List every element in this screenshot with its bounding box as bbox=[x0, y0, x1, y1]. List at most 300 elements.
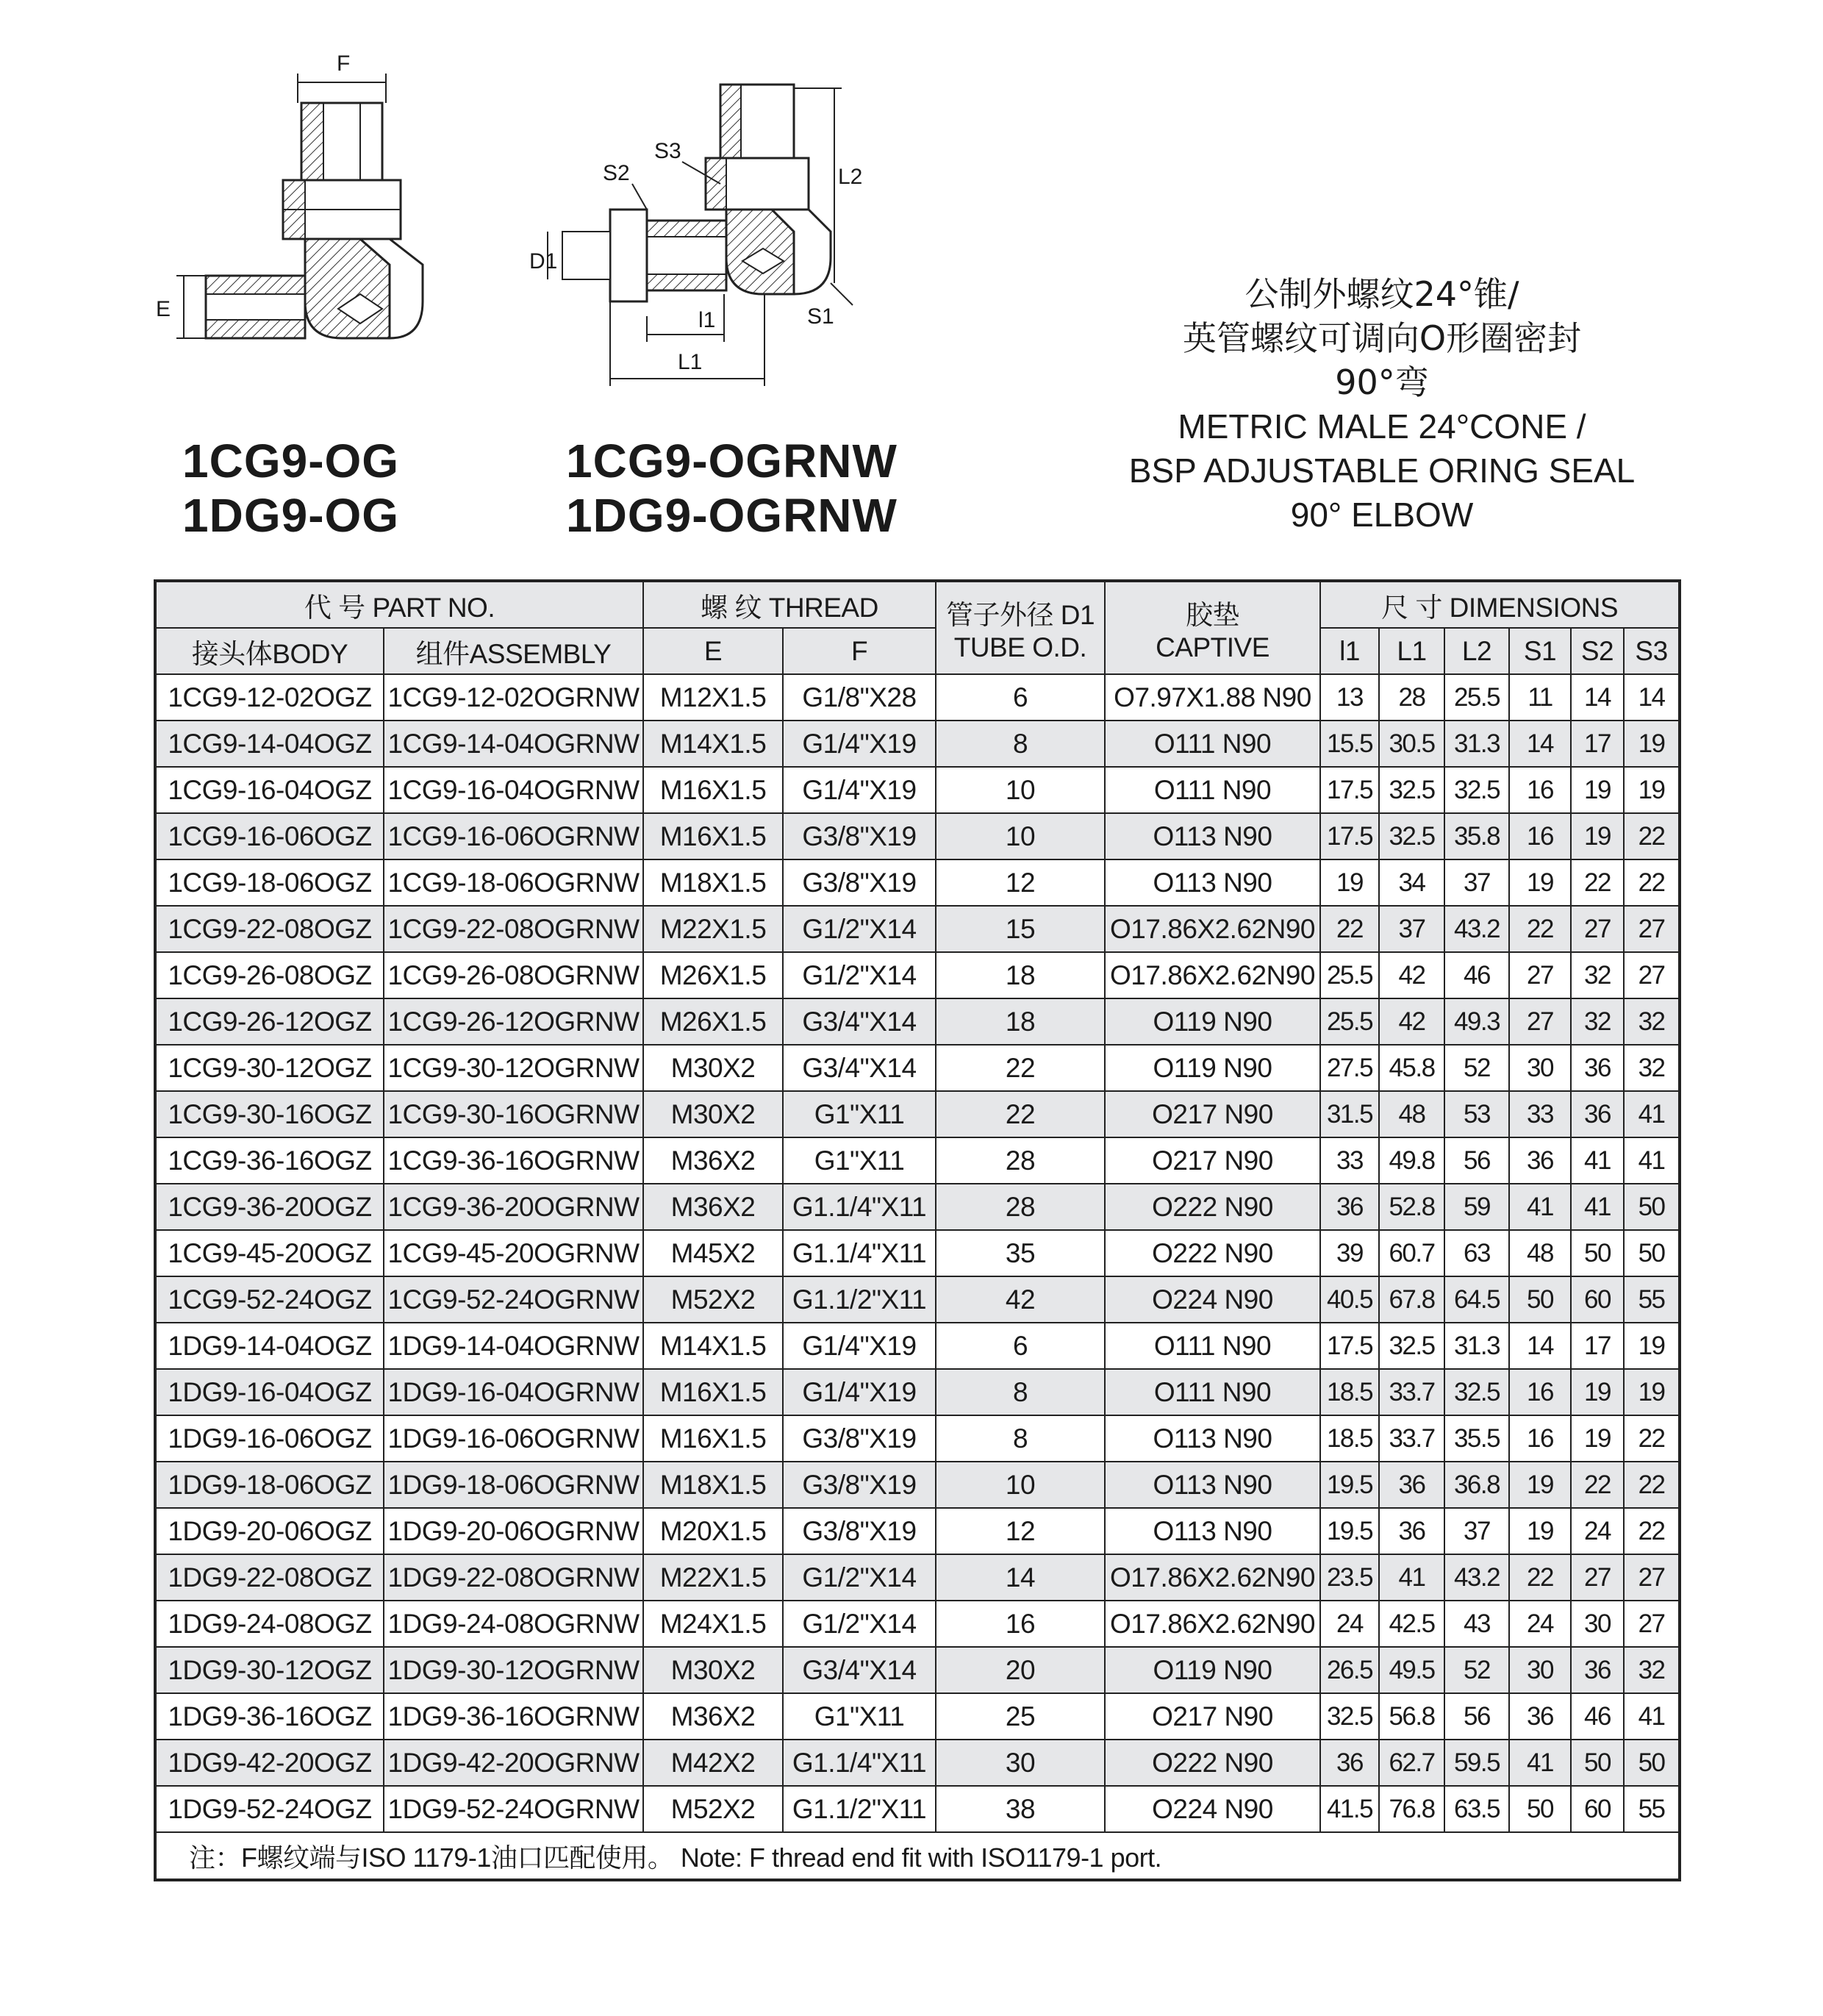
cell-s3: 27 bbox=[1624, 1554, 1680, 1601]
dim-label-l1: L1 bbox=[678, 350, 703, 374]
cell-l1: 17.5 bbox=[1320, 767, 1379, 813]
cell-l1: 32.5 bbox=[1320, 1693, 1379, 1740]
cell-assembly: 1CG9-36-16OGRNW bbox=[384, 1137, 643, 1184]
cell-s2: 19 bbox=[1571, 1415, 1624, 1462]
cell-l1: 19 bbox=[1320, 859, 1379, 906]
table-row bbox=[155, 998, 1680, 1045]
cell-s2: 41 bbox=[1571, 1184, 1624, 1230]
cell-l1: 33 bbox=[1320, 1137, 1379, 1184]
cell-tube-od: 42 bbox=[936, 1276, 1105, 1323]
cell-l1: 19.5 bbox=[1320, 1508, 1379, 1554]
cell-tube-od: 6 bbox=[936, 1323, 1105, 1369]
cell-s2: 24 bbox=[1571, 1508, 1624, 1554]
cell-s1: 27 bbox=[1509, 952, 1571, 998]
cell-assembly: 1DG9-14-04OGRNW bbox=[384, 1323, 643, 1369]
cell-s1: 41 bbox=[1509, 1184, 1571, 1230]
cell-L1: 32.5 bbox=[1379, 813, 1444, 859]
cell-body: 1CG9-36-16OGZ bbox=[155, 1137, 384, 1184]
cell-assembly: 1CG9-18-06OGRNW bbox=[384, 859, 643, 906]
cell-tube-od: 12 bbox=[936, 1508, 1105, 1554]
cell-s1: 14 bbox=[1509, 1323, 1571, 1369]
cell-captive: O217 N90 bbox=[1105, 1091, 1320, 1137]
cell-body: 1CG9-22-08OGZ bbox=[155, 906, 384, 952]
cell-thread-f: G1/8"X28 bbox=[783, 674, 936, 721]
cell-s3: 32 bbox=[1624, 1647, 1680, 1693]
cell-captive: O113 N90 bbox=[1105, 1508, 1320, 1554]
cell-L1: 48 bbox=[1379, 1091, 1444, 1137]
table-row bbox=[155, 1786, 1680, 1832]
cell-L1: 33.7 bbox=[1379, 1415, 1444, 1462]
header-thread: 螺 纹 THREAD bbox=[643, 581, 936, 628]
title-cn-line: 公制外螺纹24°锥/ bbox=[1244, 274, 1519, 314]
cell-L2: 37 bbox=[1444, 859, 1509, 906]
cell-s1: 24 bbox=[1509, 1601, 1571, 1647]
cell-s1: 22 bbox=[1509, 1554, 1571, 1601]
cell-l1: 17.5 bbox=[1320, 1323, 1379, 1369]
cell-assembly: 1CG9-14-04OGRNW bbox=[384, 721, 643, 767]
cell-tube-od: 10 bbox=[936, 1462, 1105, 1508]
cell-tube-od: 25 bbox=[936, 1693, 1105, 1740]
cell-captive: O119 N90 bbox=[1105, 998, 1320, 1045]
cell-thread-f: G3/8"X19 bbox=[783, 1415, 936, 1462]
cell-thread-f: G1.1/4"X11 bbox=[783, 1740, 936, 1786]
cell-s1: 27 bbox=[1509, 998, 1571, 1045]
cell-L1: 49.5 bbox=[1379, 1647, 1444, 1693]
cell-s3: 19 bbox=[1624, 721, 1680, 767]
cell-L2: 63 bbox=[1444, 1230, 1509, 1276]
cell-L2: 43.2 bbox=[1444, 1554, 1509, 1601]
cell-captive: O113 N90 bbox=[1105, 1462, 1320, 1508]
cell-captive: O17.86X2.62N90 bbox=[1105, 906, 1320, 952]
cell-L1: 34 bbox=[1379, 859, 1444, 906]
cell-s2: 50 bbox=[1571, 1230, 1624, 1276]
cell-L2: 35.5 bbox=[1444, 1415, 1509, 1462]
cell-l1: 13 bbox=[1320, 674, 1379, 721]
cell-body: 1CG9-52-24OGZ bbox=[155, 1276, 384, 1323]
cell-tube-od: 30 bbox=[936, 1740, 1105, 1786]
cell-s2: 17 bbox=[1571, 721, 1624, 767]
cell-assembly: 1DG9-16-04OGRNW bbox=[384, 1369, 643, 1415]
cell-thread-e: M16X1.5 bbox=[643, 767, 783, 813]
cell-body: 1CG9-30-16OGZ bbox=[155, 1091, 384, 1137]
cell-assembly: 1CG9-26-08OGRNW bbox=[384, 952, 643, 998]
cell-assembly: 1CG9-16-06OGRNW bbox=[384, 813, 643, 859]
cell-L1: 32.5 bbox=[1379, 1323, 1444, 1369]
cell-s1: 30 bbox=[1509, 1045, 1571, 1091]
table-row bbox=[155, 952, 1680, 998]
cell-l1: 15.5 bbox=[1320, 721, 1379, 767]
cell-L2: 64.5 bbox=[1444, 1276, 1509, 1323]
cell-captive: O119 N90 bbox=[1105, 1045, 1320, 1091]
cell-thread-f: G1"X11 bbox=[783, 1693, 936, 1740]
cell-body: 1CG9-26-12OGZ bbox=[155, 998, 384, 1045]
table-row bbox=[155, 1647, 1680, 1693]
cell-L2: 43 bbox=[1444, 1601, 1509, 1647]
cell-captive: O111 N90 bbox=[1105, 1323, 1320, 1369]
cell-thread-e: M36X2 bbox=[643, 1693, 783, 1740]
cell-thread-f: G3/8"X19 bbox=[783, 859, 936, 906]
note-row bbox=[155, 1832, 1680, 1880]
cell-body: 1DG9-22-08OGZ bbox=[155, 1554, 384, 1601]
cell-s2: 41 bbox=[1571, 1137, 1624, 1184]
cell-thread-f: G1/2"X14 bbox=[783, 1554, 936, 1601]
cell-L1: 32.5 bbox=[1379, 767, 1444, 813]
header-s2: S2 bbox=[1571, 628, 1624, 674]
table-row bbox=[155, 1045, 1680, 1091]
cell-l1: 40.5 bbox=[1320, 1276, 1379, 1323]
cell-L1: 42 bbox=[1379, 998, 1444, 1045]
cell-tube-od: 28 bbox=[936, 1137, 1105, 1184]
cell-tube-od: 8 bbox=[936, 1369, 1105, 1415]
cell-assembly: 1CG9-30-16OGRNW bbox=[384, 1091, 643, 1137]
cell-s2: 22 bbox=[1571, 859, 1624, 906]
cell-assembly: 1DG9-20-06OGRNW bbox=[384, 1508, 643, 1554]
cell-tube-od: 6 bbox=[936, 674, 1105, 721]
cell-s1: 41 bbox=[1509, 1740, 1571, 1786]
cell-L2: 59.5 bbox=[1444, 1740, 1509, 1786]
cell-body: 1DG9-14-04OGZ bbox=[155, 1323, 384, 1369]
table-row bbox=[155, 813, 1680, 859]
cell-s3: 32 bbox=[1624, 998, 1680, 1045]
header-l1: L1 bbox=[1379, 628, 1444, 674]
dim-label-e: E bbox=[156, 297, 171, 321]
cell-body: 1CG9-14-04OGZ bbox=[155, 721, 384, 767]
cell-tube-od: 28 bbox=[936, 1184, 1105, 1230]
cell-thread-f: G1/4"X19 bbox=[783, 1323, 936, 1369]
cell-s2: 60 bbox=[1571, 1786, 1624, 1832]
cell-s3: 50 bbox=[1624, 1740, 1680, 1786]
cell-thread-e: M22X1.5 bbox=[643, 1554, 783, 1601]
table-row bbox=[155, 1554, 1680, 1601]
cell-L2: 53 bbox=[1444, 1091, 1509, 1137]
table-row bbox=[155, 1740, 1680, 1786]
cell-L1: 62.7 bbox=[1379, 1740, 1444, 1786]
cell-L2: 31.3 bbox=[1444, 721, 1509, 767]
cell-captive: O222 N90 bbox=[1105, 1230, 1320, 1276]
cell-tube-od: 18 bbox=[936, 952, 1105, 998]
cell-s3: 22 bbox=[1624, 859, 1680, 906]
cell-l1: 27.5 bbox=[1320, 1045, 1379, 1091]
cell-thread-e: M14X1.5 bbox=[643, 1323, 783, 1369]
cell-body: 1DG9-16-04OGZ bbox=[155, 1369, 384, 1415]
table-row bbox=[155, 1323, 1680, 1369]
product-title bbox=[1073, 272, 1691, 537]
cell-tube-od: 10 bbox=[936, 767, 1105, 813]
cell-captive: O224 N90 bbox=[1105, 1276, 1320, 1323]
cell-captive: O113 N90 bbox=[1105, 1415, 1320, 1462]
cell-captive: O113 N90 bbox=[1105, 859, 1320, 906]
cell-thread-f: G1/2"X14 bbox=[783, 1601, 936, 1647]
title-cn-line: 90°弯 bbox=[1335, 362, 1429, 402]
model-code: 1DG9-OGRNW bbox=[566, 489, 898, 542]
cell-captive: O111 N90 bbox=[1105, 767, 1320, 813]
cell-s1: 19 bbox=[1509, 1508, 1571, 1554]
cell-L1: 52.8 bbox=[1379, 1184, 1444, 1230]
cell-thread-e: M12X1.5 bbox=[643, 674, 783, 721]
cell-s3: 19 bbox=[1624, 767, 1680, 813]
cell-s3: 50 bbox=[1624, 1230, 1680, 1276]
cell-thread-f: G1.1/2"X11 bbox=[783, 1276, 936, 1323]
model-code: 1CG9-OG bbox=[182, 435, 400, 487]
header-row bbox=[155, 581, 1680, 628]
header-e: E bbox=[643, 628, 783, 674]
cell-L1: 60.7 bbox=[1379, 1230, 1444, 1276]
cell-s1: 48 bbox=[1509, 1230, 1571, 1276]
cell-captive: O111 N90 bbox=[1105, 1369, 1320, 1415]
cell-thread-f: G1/2"X14 bbox=[783, 906, 936, 952]
cell-tube-od: 16 bbox=[936, 1601, 1105, 1647]
cell-s1: 22 bbox=[1509, 906, 1571, 952]
cell-thread-f: G3/4"X14 bbox=[783, 1647, 936, 1693]
dim-label-l2: L2 bbox=[838, 165, 863, 189]
cell-L2: 63.5 bbox=[1444, 1786, 1509, 1832]
table-row bbox=[155, 1137, 1680, 1184]
cell-thread-f: G1"X11 bbox=[783, 1091, 936, 1137]
cell-s3: 55 bbox=[1624, 1786, 1680, 1832]
cell-thread-e: M18X1.5 bbox=[643, 859, 783, 906]
cell-captive: O217 N90 bbox=[1105, 1137, 1320, 1184]
cell-thread-f: G1/2"X14 bbox=[783, 952, 936, 998]
cell-assembly: 1CG9-12-02OGRNW bbox=[384, 674, 643, 721]
cell-thread-e: M26X1.5 bbox=[643, 998, 783, 1045]
cell-assembly: 1DG9-22-08OGRNW bbox=[384, 1554, 643, 1601]
cell-s2: 36 bbox=[1571, 1045, 1624, 1091]
cell-s3: 41 bbox=[1624, 1091, 1680, 1137]
cell-L1: 56.8 bbox=[1379, 1693, 1444, 1740]
cell-l1: 36 bbox=[1320, 1740, 1379, 1786]
table-row bbox=[155, 1230, 1680, 1276]
table-row bbox=[155, 1091, 1680, 1137]
title-en-line: BSP ADJUSTABLE ORING SEAL bbox=[1128, 451, 1636, 490]
cell-thread-e: M52X2 bbox=[643, 1276, 783, 1323]
table-note: 注：F螺纹端与ISO 1179-1油口匹配使用。 Note: F thread end fit with ISO1179-1 port. bbox=[155, 1832, 1680, 1880]
cell-s1: 36 bbox=[1509, 1137, 1571, 1184]
cell-L1: 36 bbox=[1379, 1508, 1444, 1554]
cell-captive: O111 N90 bbox=[1105, 721, 1320, 767]
cell-s3: 27 bbox=[1624, 1601, 1680, 1647]
cell-thread-f: G1/4"X19 bbox=[783, 767, 936, 813]
cell-thread-e: M16X1.5 bbox=[643, 1415, 783, 1462]
title-en-line: 90° ELBOW bbox=[1290, 496, 1474, 534]
cell-s3: 41 bbox=[1624, 1137, 1680, 1184]
cell-s1: 16 bbox=[1509, 1415, 1571, 1462]
header-tube-od-cn: 管子外径 D1 bbox=[945, 600, 1095, 630]
table-row bbox=[155, 1508, 1680, 1554]
cell-L2: 43.2 bbox=[1444, 906, 1509, 952]
dim-label-f: F bbox=[337, 51, 351, 76]
cell-body: 1DG9-18-06OGZ bbox=[155, 1462, 384, 1508]
cell-tube-od: 8 bbox=[936, 721, 1105, 767]
dim-label-d1: D1 bbox=[529, 249, 558, 274]
cell-l1: 25.5 bbox=[1320, 952, 1379, 998]
cell-s3: 27 bbox=[1624, 906, 1680, 952]
cell-thread-e: M14X1.5 bbox=[643, 721, 783, 767]
cell-s3: 41 bbox=[1624, 1693, 1680, 1740]
cell-body: 1DG9-24-08OGZ bbox=[155, 1601, 384, 1647]
elbow-drawing-og bbox=[140, 44, 448, 397]
table-row bbox=[155, 674, 1680, 721]
dim-label-s3: S3 bbox=[654, 139, 681, 163]
cell-tube-od: 22 bbox=[936, 1091, 1105, 1137]
cell-s2: 27 bbox=[1571, 1554, 1624, 1601]
cell-s2: 22 bbox=[1571, 1462, 1624, 1508]
model-codes-og bbox=[182, 434, 399, 543]
cell-captive: O224 N90 bbox=[1105, 1786, 1320, 1832]
cell-body: 1DG9-36-16OGZ bbox=[155, 1693, 384, 1740]
cell-assembly: 1CG9-52-24OGRNW bbox=[384, 1276, 643, 1323]
cell-tube-od: 18 bbox=[936, 998, 1105, 1045]
cell-s3: 22 bbox=[1624, 1462, 1680, 1508]
cell-L1: 30.5 bbox=[1379, 721, 1444, 767]
cell-body: 1CG9-16-04OGZ bbox=[155, 767, 384, 813]
cell-thread-e: M24X1.5 bbox=[643, 1601, 783, 1647]
header-s3: S3 bbox=[1624, 628, 1680, 674]
cell-s2: 30 bbox=[1571, 1601, 1624, 1647]
header-l2: L2 bbox=[1444, 628, 1509, 674]
cell-l1: 25.5 bbox=[1320, 998, 1379, 1045]
cell-s2: 17 bbox=[1571, 1323, 1624, 1369]
cell-s3: 19 bbox=[1624, 1369, 1680, 1415]
cell-assembly: 1CG9-16-04OGRNW bbox=[384, 767, 643, 813]
cell-L2: 31.3 bbox=[1444, 1323, 1509, 1369]
cell-s3: 22 bbox=[1624, 813, 1680, 859]
cell-captive: O7.97X1.88 N90 bbox=[1105, 674, 1320, 721]
cell-tube-od: 15 bbox=[936, 906, 1105, 952]
header-captive bbox=[1105, 581, 1320, 674]
title-en-line: METRIC MALE 24°CONE / bbox=[1178, 407, 1586, 446]
cell-s2: 36 bbox=[1571, 1091, 1624, 1137]
title-cn-line: 英管螺纹可调向O形圈密封 bbox=[1182, 318, 1582, 358]
cell-s2: 19 bbox=[1571, 813, 1624, 859]
cell-L2: 32.5 bbox=[1444, 1369, 1509, 1415]
cell-s2: 50 bbox=[1571, 1740, 1624, 1786]
cell-l1: 22 bbox=[1320, 906, 1379, 952]
cell-l1: 18.5 bbox=[1320, 1369, 1379, 1415]
cell-body: 1CG9-12-02OGZ bbox=[155, 674, 384, 721]
cell-L2: 36.8 bbox=[1444, 1462, 1509, 1508]
cell-s1: 19 bbox=[1509, 1462, 1571, 1508]
cell-l1: 18.5 bbox=[1320, 1415, 1379, 1462]
table-row bbox=[155, 1601, 1680, 1647]
cell-s1: 16 bbox=[1509, 767, 1571, 813]
cell-captive: O17.86X2.62N90 bbox=[1105, 952, 1320, 998]
cell-L1: 49.8 bbox=[1379, 1137, 1444, 1184]
cell-thread-f: G3/4"X14 bbox=[783, 998, 936, 1045]
cell-thread-e: M36X2 bbox=[643, 1137, 783, 1184]
subheader-row bbox=[155, 628, 1680, 674]
cell-thread-f: G3/8"X19 bbox=[783, 813, 936, 859]
header-tube-od-en: TUBE O.D. bbox=[953, 632, 1087, 662]
cell-assembly: 1DG9-42-20OGRNW bbox=[384, 1740, 643, 1786]
cell-s1: 50 bbox=[1509, 1276, 1571, 1323]
cell-l1: 19.5 bbox=[1320, 1462, 1379, 1508]
cell-L1: 37 bbox=[1379, 906, 1444, 952]
cell-s1: 14 bbox=[1509, 721, 1571, 767]
cell-assembly: 1DG9-16-06OGRNW bbox=[384, 1415, 643, 1462]
cell-L2: 46 bbox=[1444, 952, 1509, 998]
cell-thread-f: G3/4"X14 bbox=[783, 1045, 936, 1091]
cell-thread-e: M16X1.5 bbox=[643, 1369, 783, 1415]
cell-thread-f: G1.1/4"X11 bbox=[783, 1184, 936, 1230]
cell-s1: 19 bbox=[1509, 859, 1571, 906]
cell-s2: 27 bbox=[1571, 906, 1624, 952]
cell-thread-f: G1/4"X19 bbox=[783, 721, 936, 767]
cell-s3: 32 bbox=[1624, 1045, 1680, 1091]
cell-s1: 50 bbox=[1509, 1786, 1571, 1832]
spec-table bbox=[154, 579, 1681, 1881]
cell-thread-e: M26X1.5 bbox=[643, 952, 783, 998]
cell-assembly: 1DG9-18-06OGRNW bbox=[384, 1462, 643, 1508]
dim-label-s2: S2 bbox=[603, 161, 630, 185]
cell-thread-f: G1"X11 bbox=[783, 1137, 936, 1184]
cell-thread-e: M30X2 bbox=[643, 1091, 783, 1137]
table-body bbox=[155, 674, 1680, 1832]
cell-body: 1DG9-52-24OGZ bbox=[155, 1786, 384, 1832]
cell-s2: 32 bbox=[1571, 952, 1624, 998]
cell-tube-od: 12 bbox=[936, 859, 1105, 906]
cell-body: 1DG9-20-06OGZ bbox=[155, 1508, 384, 1554]
cell-L1: 45.8 bbox=[1379, 1045, 1444, 1091]
cell-tube-od: 22 bbox=[936, 1045, 1105, 1091]
cell-s3: 55 bbox=[1624, 1276, 1680, 1323]
cell-assembly: 1DG9-36-16OGRNW bbox=[384, 1693, 643, 1740]
cell-s2: 14 bbox=[1571, 674, 1624, 721]
cell-thread-e: M18X1.5 bbox=[643, 1462, 783, 1508]
cell-l1: 41.5 bbox=[1320, 1786, 1379, 1832]
cell-thread-e: M16X1.5 bbox=[643, 813, 783, 859]
table-row bbox=[155, 1369, 1680, 1415]
cell-s2: 19 bbox=[1571, 1369, 1624, 1415]
cell-thread-e: M20X1.5 bbox=[643, 1508, 783, 1554]
table-row bbox=[155, 767, 1680, 813]
cell-s3: 19 bbox=[1624, 1323, 1680, 1369]
cell-L2: 52 bbox=[1444, 1647, 1509, 1693]
cell-captive: O222 N90 bbox=[1105, 1740, 1320, 1786]
model-codes-ogrnw bbox=[566, 434, 898, 543]
cell-s2: 60 bbox=[1571, 1276, 1624, 1323]
cell-captive: O222 N90 bbox=[1105, 1184, 1320, 1230]
cell-s3: 27 bbox=[1624, 952, 1680, 998]
cell-s1: 11 bbox=[1509, 674, 1571, 721]
header-captive-cn: 胶垫 bbox=[1186, 600, 1239, 630]
cell-L1: 41 bbox=[1379, 1554, 1444, 1601]
dim-label-l1-small: l1 bbox=[698, 308, 716, 332]
cell-captive: O17.86X2.62N90 bbox=[1105, 1554, 1320, 1601]
cell-thread-e: M30X2 bbox=[643, 1647, 783, 1693]
cell-L2: 37 bbox=[1444, 1508, 1509, 1554]
cell-s3: 22 bbox=[1624, 1415, 1680, 1462]
cell-body: 1DG9-16-06OGZ bbox=[155, 1415, 384, 1462]
cell-l1: 24 bbox=[1320, 1601, 1379, 1647]
cell-L2: 35.8 bbox=[1444, 813, 1509, 859]
cell-L1: 33.7 bbox=[1379, 1369, 1444, 1415]
dim-label-s1: S1 bbox=[807, 304, 834, 329]
cell-tube-od: 10 bbox=[936, 813, 1105, 859]
table-row bbox=[155, 721, 1680, 767]
cell-thread-e: M42X2 bbox=[643, 1740, 783, 1786]
cell-L1: 36 bbox=[1379, 1462, 1444, 1508]
cell-thread-e: M36X2 bbox=[643, 1184, 783, 1230]
cell-body: 1CG9-30-12OGZ bbox=[155, 1045, 384, 1091]
table-row bbox=[155, 1184, 1680, 1230]
table-row bbox=[155, 1462, 1680, 1508]
cell-tube-od: 8 bbox=[936, 1415, 1105, 1462]
cell-s2: 19 bbox=[1571, 767, 1624, 813]
cell-s2: 36 bbox=[1571, 1647, 1624, 1693]
cell-s1: 16 bbox=[1509, 1369, 1571, 1415]
cell-assembly: 1DG9-30-12OGRNW bbox=[384, 1647, 643, 1693]
cell-l1: 17.5 bbox=[1320, 813, 1379, 859]
